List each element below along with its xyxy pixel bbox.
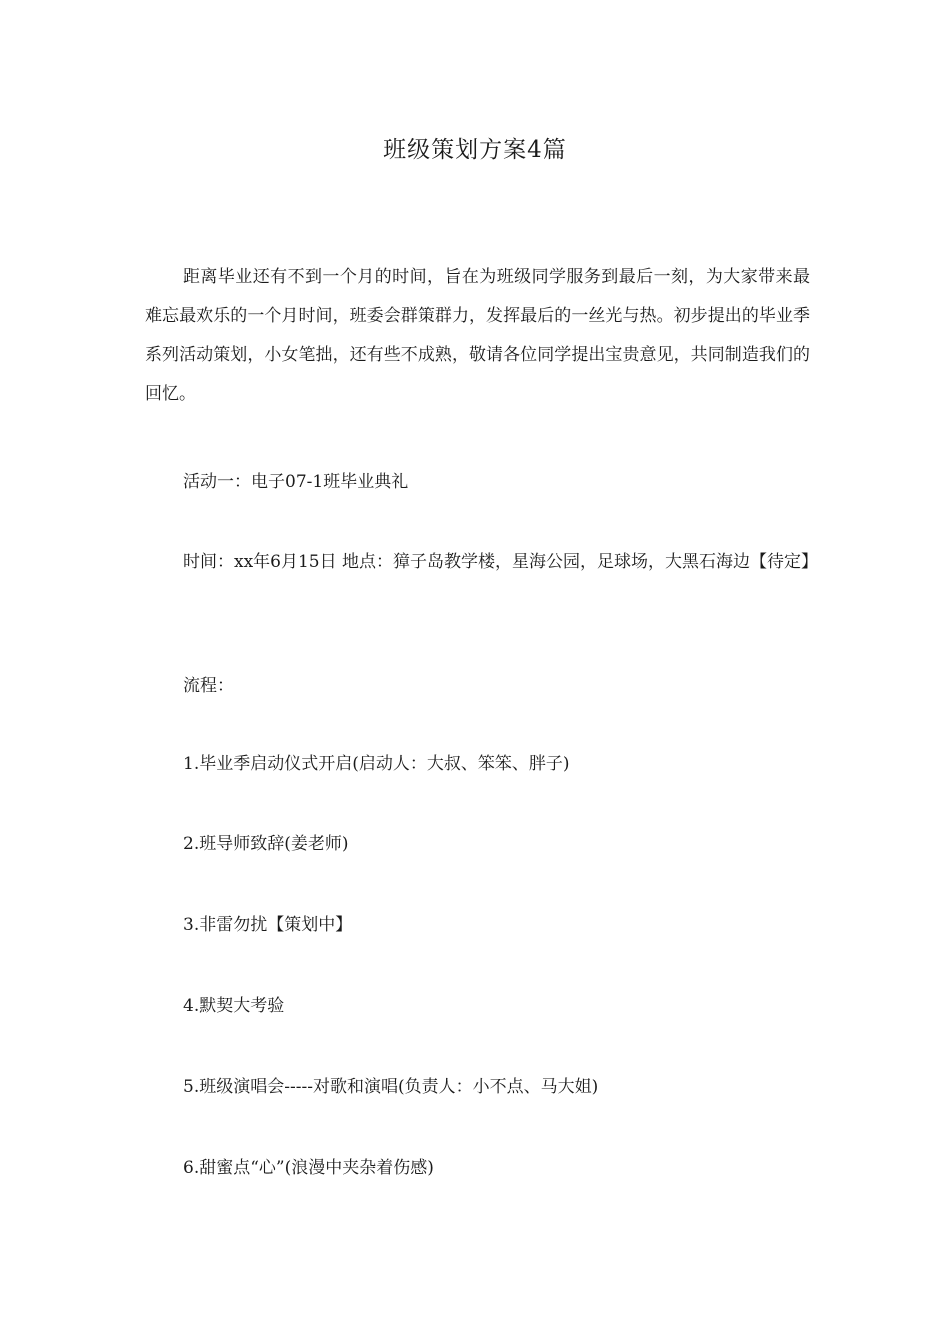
flow-step: 4.默契大考验 — [183, 996, 285, 1016]
flow-step: 5.班级演唱会-----对歌和演唱(负责人：小不点、马大姐) — [183, 1077, 599, 1097]
activity-one-heading: 活动一：电子07-1班毕业典礼 — [183, 472, 409, 492]
flow-label: 流程： — [183, 676, 234, 696]
flow-step: 2.班导师致辞(姜老师) — [183, 834, 349, 854]
time-place-paragraph: 时间：xx年6月15日 地点：獐子岛教学楼，星海公园，足球场，大黑石海边【待定】 — [183, 552, 819, 572]
flow-step: 3.非雷勿扰【策划中】 — [183, 915, 353, 935]
intro-paragraph: 距离毕业还有不到一个月的时间，旨在为班级同学服务到最后一刻，为大家带来最难忘最欢乐的一个月时间，班委会群策群力，发挥最后的一丝光与热。初步提出的毕业季系列活动策划，小女笔拙，还有些不成熟，敬请各位同学提出宝贵意见，共同制造我们的回忆。 — [145, 267, 810, 404]
document-title: 班级策划方案4篇 — [383, 137, 567, 163]
flow-step: 1.毕业季启动仪式开启(启动人：大叔、笨笨、胖子) — [183, 754, 570, 774]
flow-step: 6.甜蜜点“心”(浪漫中夹杂着伤感) — [183, 1158, 434, 1178]
